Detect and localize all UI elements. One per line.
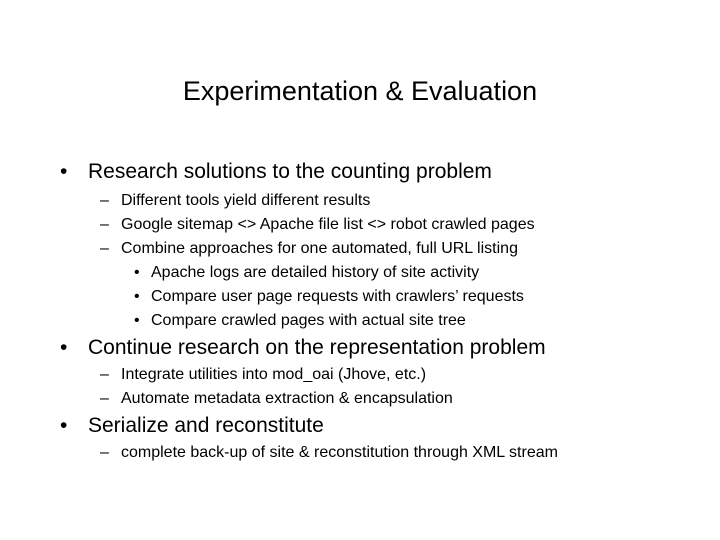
bullet-item: Serialize and reconstitute [88,414,324,437]
bullet-mark: • [134,312,140,329]
sub-item: complete back-up of site & reconstitution through XML stream [121,444,558,461]
dash-mark: – [100,444,109,461]
bullet-item: Research solutions to the counting problem [88,160,492,183]
sub-sub-item: Apache logs are detailed history of site activity [151,264,480,281]
dash-mark: – [100,366,109,383]
sub-item: Google sitemap <> Apache file list <> robot crawled pages [121,216,535,233]
bullet-mark: • [134,264,140,281]
bullet-mark: • [134,288,140,305]
bullet-mark: • [60,414,68,437]
dash-mark: – [100,240,109,257]
dash-mark: – [100,192,109,209]
sub-item: Automate metadata extraction & encapsulation [121,390,453,407]
dash-mark: – [100,216,109,233]
sub-item: Combine approaches for one automated, full URL listing [121,240,518,257]
bullet-item: Continue research on the representation problem [88,336,546,359]
sub-sub-item: Compare user page requests with crawlers’ requests [151,288,524,305]
slide-title: Experimentation & Evaluation [182,76,538,106]
bullet-mark: • [60,160,68,183]
bullet-mark: • [60,336,68,359]
sub-item: Different tools yield different results [121,192,371,209]
dash-mark: – [100,390,109,407]
sub-item: Integrate utilities into mod_oai (Jhove, etc.) [121,366,427,383]
sub-sub-item: Compare crawled pages with actual site tree [151,312,466,329]
